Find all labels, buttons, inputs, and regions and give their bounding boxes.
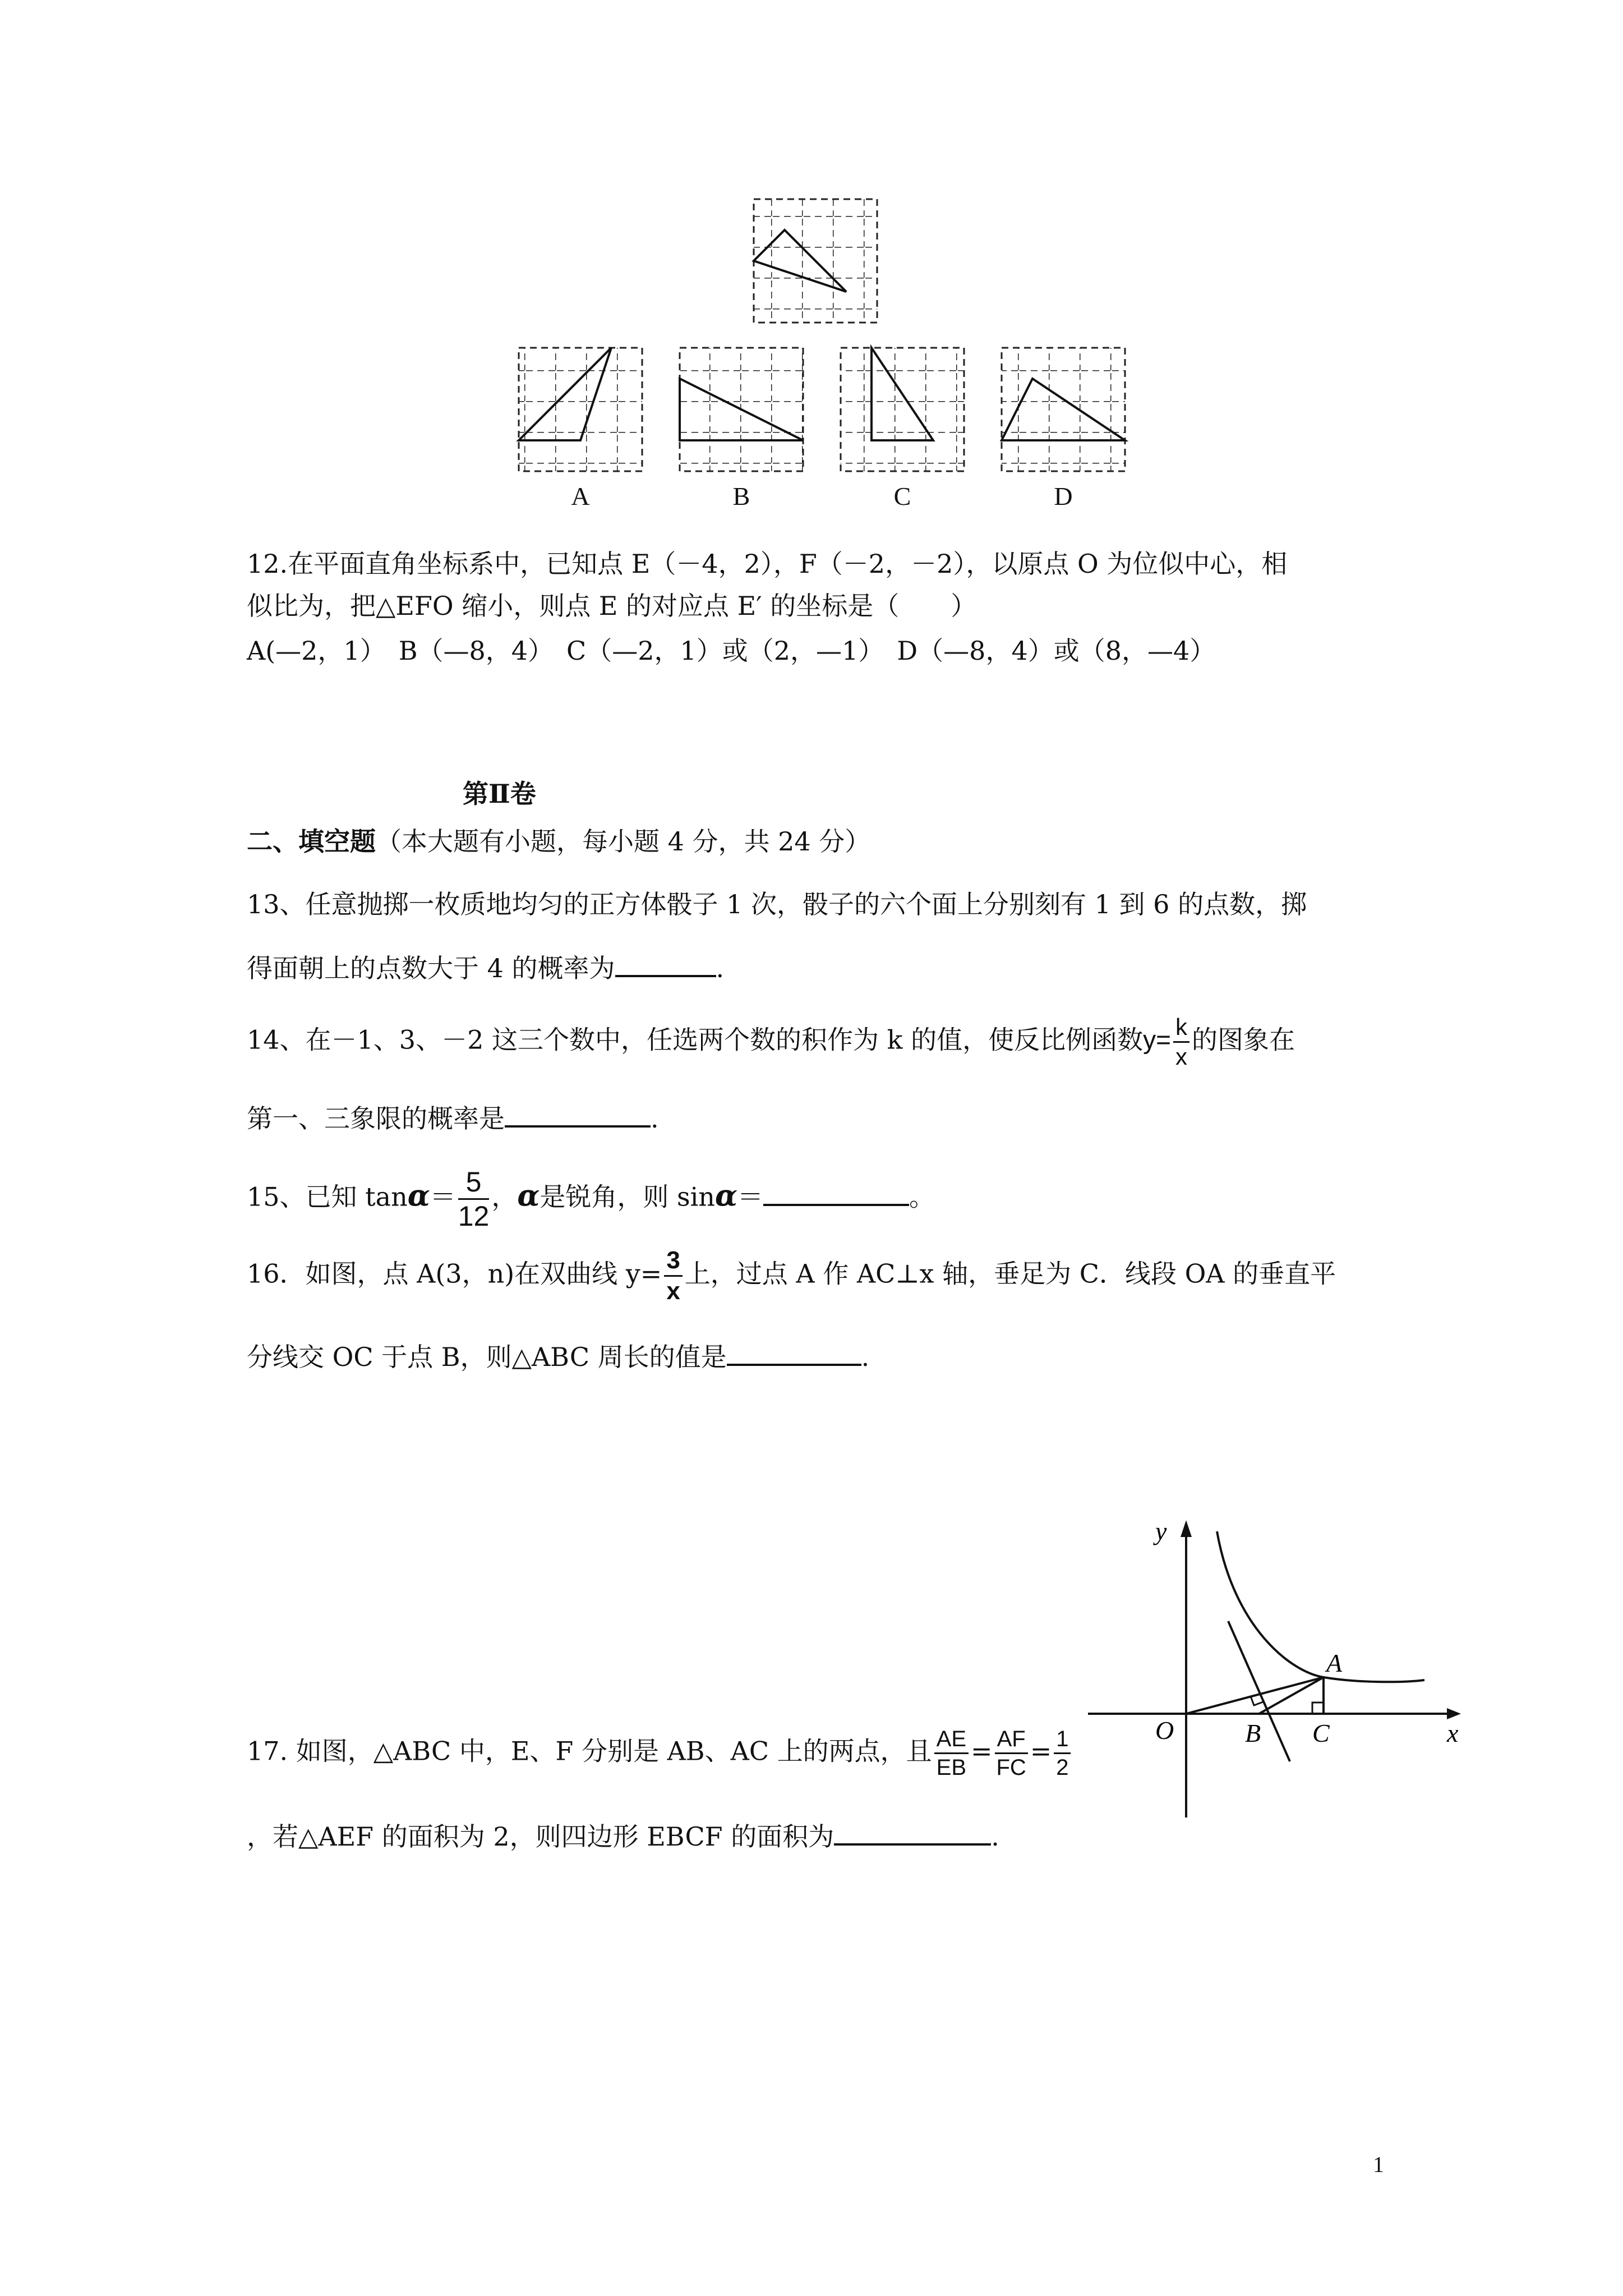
- label-b: B: [1245, 1719, 1261, 1747]
- q13-answer-blank[interactable]: [615, 949, 716, 977]
- q17-line1: [247, 1728, 1073, 1779]
- q16-answer-blank[interactable]: [727, 1338, 861, 1366]
- y-axis-arrow: [1181, 1520, 1192, 1537]
- q17-fraction-ae-eb: $\frac{AE}{EB}$: [934, 1728, 969, 1779]
- label-c: C: [1312, 1719, 1330, 1747]
- q14-func-y: y=: [1143, 1025, 1171, 1055]
- q17-eq1: =: [971, 1736, 993, 1766]
- q17-fraction-half: $\frac{1}{2}$: [1054, 1728, 1071, 1779]
- label-y: y: [1155, 1517, 1167, 1545]
- alpha-symbol: α: [517, 1179, 540, 1213]
- grid-option-b: [680, 348, 803, 471]
- q14-fraction: $\frac{k}{x}$: [1173, 1015, 1189, 1069]
- q17-end: .: [991, 1821, 999, 1852]
- alpha-symbol: α: [714, 1179, 737, 1213]
- q14-text-b: 的图象在: [1191, 1024, 1295, 1055]
- q16-fraction: $\frac{3}{x}$: [664, 1248, 682, 1304]
- label-o: O: [1155, 1716, 1174, 1745]
- option-label-a: A: [571, 482, 590, 510]
- label-a: A: [1326, 1649, 1343, 1677]
- q14-line1: [247, 1015, 1295, 1069]
- grid-option-d: [1002, 348, 1125, 471]
- grid-option-c: [841, 348, 964, 471]
- q13-end: .: [716, 953, 725, 983]
- q16-line1: [247, 1248, 1336, 1304]
- q14-end: .: [651, 1103, 659, 1134]
- q15-answer-blank[interactable]: [763, 1178, 909, 1206]
- q14-answer-blank[interactable]: [505, 1099, 651, 1128]
- reference-grid: [754, 199, 877, 323]
- q14-text: 第一、三象限的概率是: [247, 1103, 505, 1134]
- section-heading-bold: 二、填空题: [247, 826, 376, 857]
- alpha-symbol: α: [407, 1179, 430, 1213]
- q12-line2: 似比为，把△EFO 缩小，则点 E 的对应点 E′ 的坐标是（ ）: [247, 591, 977, 621]
- grid-option-a: [519, 348, 642, 471]
- q16-end: .: [861, 1342, 870, 1372]
- q15-eq: ＝: [430, 1181, 456, 1212]
- q12-line1: 12.在平面直角坐标系中，已知点 E（－4，2），F（－2，－2），以原点 O 为位似中心，相: [247, 549, 1288, 579]
- section-heading-rest: （本大题有小题，每小题 4 分，共 24 分）: [376, 826, 871, 857]
- q13-text: 得面朝上的点数大于 4 的概率为: [247, 953, 615, 983]
- right-angle-c: [1312, 1703, 1324, 1714]
- option-label-c: C: [893, 482, 911, 510]
- q16-line2: [247, 1338, 869, 1374]
- q15-line: [247, 1168, 935, 1230]
- q17-fraction-af-fc: $\frac{AF}{FC}$: [995, 1728, 1028, 1779]
- q15-prefix: 15、已知 tan: [247, 1181, 408, 1212]
- q13-line2: [247, 949, 724, 985]
- x-axis-arrow: [1447, 1708, 1461, 1719]
- q14-line2: [247, 1099, 659, 1135]
- q16-text: 分线交 OC 于点 B，则△ABC 周长的值是: [247, 1342, 727, 1372]
- option-label-b: B: [732, 482, 750, 510]
- section-heading: [247, 825, 870, 858]
- q15-eq2: ＝: [737, 1181, 763, 1212]
- q12-choices: A(—2，1） B（—8，4） C（—2，1）或（2，—1） D（—8，4）或（8，—4）: [247, 636, 1216, 666]
- section-title: 第Ⅱ卷: [463, 779, 536, 809]
- q13-line1: 13、任意抛掷一枚质地均匀的正方体骰子 1 次，骰子的六个面上分别刻有 1 到 6 的点数，掷: [247, 889, 1307, 919]
- q17-answer-blank[interactable]: [834, 1818, 991, 1846]
- option-label-d: D: [1054, 482, 1073, 510]
- hyperbola-curve: [1217, 1531, 1424, 1682]
- q11-figures: [0, 0, 1623, 505]
- q17-text2: ，若△AEF 的面积为 2，则四边形 EBCF 的面积为: [247, 1821, 834, 1852]
- q17-text: 17. 如图，△ABC 中，E、F 分别是 AB、AC 上的两点，且: [247, 1736, 932, 1766]
- q14-text-a: 14、在－1、3、－2 这三个数中，任选两个数的积作为 k 的值，使反比例函数: [247, 1024, 1144, 1055]
- segment-ab: [1259, 1677, 1324, 1714]
- q15-end: 。: [909, 1181, 935, 1212]
- q15-comma: ，: [491, 1181, 518, 1212]
- q17-line2: [247, 1818, 999, 1853]
- q15-fraction: $\frac{5}{12}$: [458, 1166, 490, 1232]
- q16-text-a: 16．如图，点 A(3，n)在双曲线 y=: [247, 1258, 662, 1289]
- hyperbola-figure: [1088, 1515, 1481, 1829]
- q15-mid: 是锐角，则 sin: [540, 1181, 715, 1212]
- q17-eq2: =: [1030, 1736, 1052, 1766]
- q16-text-b: 上，过点 A 作 AC⊥x 轴，垂足为 C．线段 OA 的垂直平: [684, 1258, 1336, 1289]
- label-x: x: [1447, 1719, 1459, 1747]
- page-number: 1: [1373, 2152, 1384, 2177]
